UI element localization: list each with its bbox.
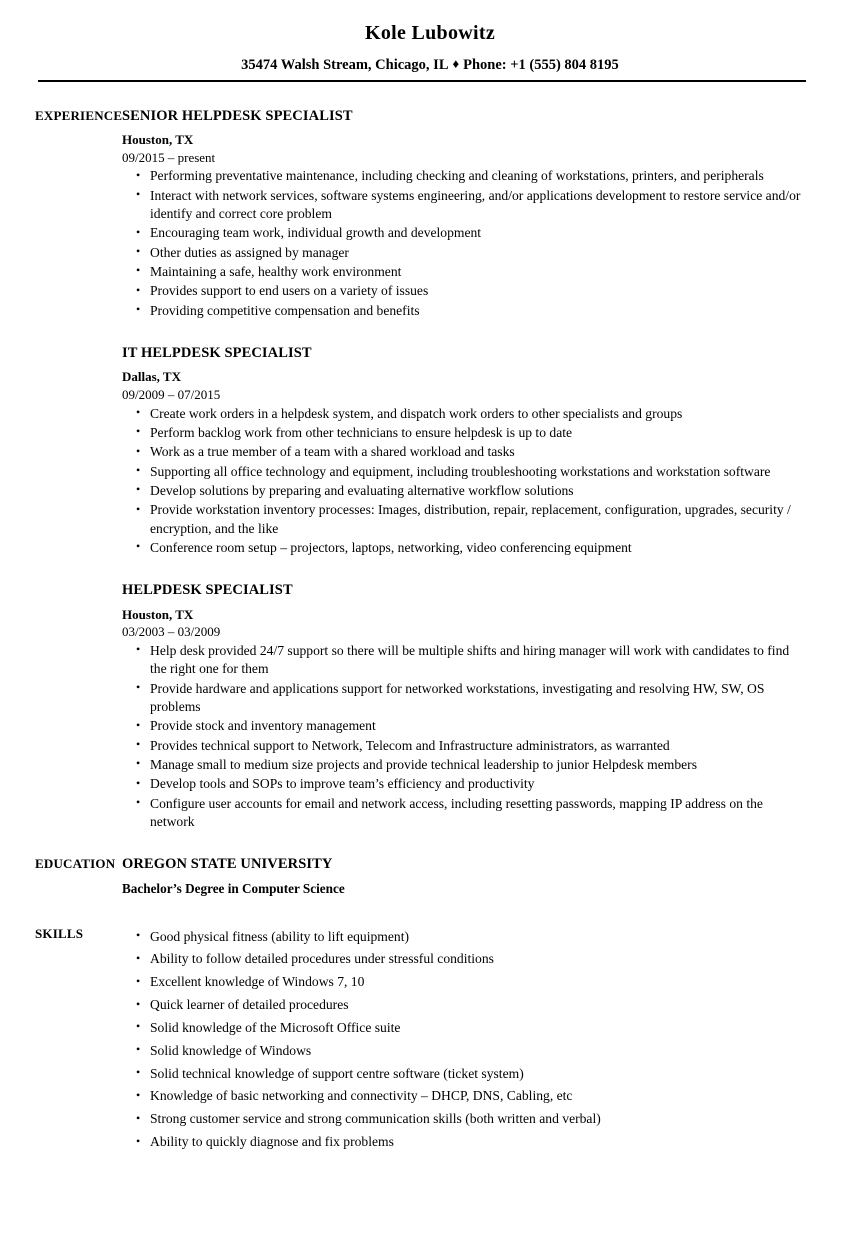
list-item: • Interact with network services, software systems engineering, and/or applications development to restore service and/or identify and correct core problem <box>122 187 808 224</box>
section-label-education: EDUCATION <box>35 856 116 872</box>
section-experience <box>0 108 860 832</box>
job-location: Houston, TX <box>122 606 194 622</box>
list-item: • Maintaining a safe, healthy work environment <box>122 263 808 281</box>
job-dates: 09/2015 – present <box>122 149 216 165</box>
list-item: • Develop tools and SOPs to improve team’s efficiency and productivity <box>122 775 808 793</box>
skills-body <box>122 926 860 1152</box>
list-item: • Quick learner of detailed procedures <box>122 996 808 1014</box>
job-dates: 03/2003 – 03/2009 <box>122 624 221 640</box>
job-location: Houston, TX <box>122 132 194 148</box>
list-item: • Good physical fitness (ability to lift equipment) <box>122 928 808 946</box>
job-entry <box>122 108 808 320</box>
list-item: • Knowledge of basic networking and connectivity – DHCP, DNS, Cabling, etc <box>122 1087 808 1105</box>
section-skills <box>0 926 860 1152</box>
list-item: • Conference room setup – projectors, laptops, networking, video conferencing equipment <box>122 539 808 557</box>
candidate-name: Kole Lubowitz <box>364 22 495 44</box>
list-item: • Performing preventative maintenance, including checking and cleaning of workstations, printers, and peripherals <box>122 167 808 185</box>
list-item: • Solid knowledge of Windows <box>122 1042 808 1060</box>
list-item: • Help desk provided 24/7 support so there will be multiple shifts and hiring manager will work with candidates to find the right one for them <box>122 642 808 679</box>
list-item: • Configure user accounts for email and network access, including resetting passwords, mapping IP address on the network <box>122 795 808 832</box>
section-label-experience: EXPERIENCE <box>35 107 123 123</box>
job-entry <box>122 582 808 831</box>
job-responsibility-list <box>122 167 808 320</box>
list-item: • Develop solutions by preparing and evaluating alternative workflow solutions <box>122 482 808 500</box>
job-title: HELPDESK SPECIALIST <box>122 582 293 599</box>
skills-list <box>122 928 808 1152</box>
list-item: • Supporting all office technology and equipment, including troubleshooting workstations and workstation software <box>122 463 808 481</box>
job-location: Dallas, TX <box>122 369 181 385</box>
contact-line <box>0 57 860 74</box>
job-dates: 09/2009 – 07/2015 <box>122 386 221 402</box>
list-item: • Ability to follow detailed procedures under stressful conditions <box>122 950 808 968</box>
list-item: • Ability to quickly diagnose and fix problems <box>122 1133 808 1151</box>
list-item: • Excellent knowledge of Windows 7, 10 <box>122 973 808 991</box>
header-divider <box>38 80 806 82</box>
job-responsibility-list <box>122 642 808 831</box>
resume-header <box>0 0 860 82</box>
list-item: • Solid technical knowledge of support centre software (ticket system) <box>122 1065 808 1083</box>
contact-address: 35474 Walsh Stream, Chicago, IL <box>241 57 449 73</box>
list-item: • Create work orders in a helpdesk system, and dispatch work orders to other specialists and groups <box>122 405 808 423</box>
job-entry <box>122 345 808 557</box>
list-item: • Encouraging team work, individual growth and development <box>122 224 808 242</box>
contact-phone: Phone: +1 (555) 804 8195 <box>463 57 619 73</box>
list-item: • Solid knowledge of the Microsoft Office suite <box>122 1019 808 1037</box>
list-item: • Provide workstation inventory processes: Images, distribution, repair, replacement, configuration, upgrades, security / encryption, and the like <box>122 501 808 538</box>
diamond-separator-icon: ♦ <box>452 56 460 71</box>
list-item: • Provides support to end users on a variety of issues <box>122 282 808 300</box>
list-item: • Manage small to medium size projects and provide technical leadership to junior Helpdesk members <box>122 756 808 774</box>
experience-body <box>122 108 860 832</box>
list-item: • Provides technical support to Network, Telecom and Infrastructure administrators, as warranted <box>122 737 808 755</box>
list-item: • Perform backlog work from other technicians to ensure helpdesk is up to date <box>122 424 808 442</box>
section-education <box>0 856 860 896</box>
list-item: • Strong customer service and strong communication skills (both written and verbal) <box>122 1110 808 1128</box>
degree-name: Bachelor’s Degree in Computer Science <box>122 880 345 896</box>
education-body <box>122 856 860 896</box>
job-title: IT HELPDESK SPECIALIST <box>122 345 312 361</box>
list-item: • Other duties as assigned by manager <box>122 244 808 262</box>
list-item: • Provide stock and inventory management <box>122 717 808 735</box>
school-name: OREGON STATE UNIVERSITY <box>122 856 333 873</box>
section-label-skills: SKILLS <box>35 925 84 941</box>
list-item: • Provide hardware and applications support for networked workstations, investigating and resolving HW, SW, OS problems <box>122 680 808 717</box>
job-title: SENIOR HELPDESK SPECIALIST <box>122 107 353 124</box>
list-item: • Providing competitive compensation and benefits <box>122 302 808 320</box>
job-responsibility-list <box>122 405 808 558</box>
list-item: • Work as a true member of a team with a shared workload and tasks <box>122 443 808 461</box>
